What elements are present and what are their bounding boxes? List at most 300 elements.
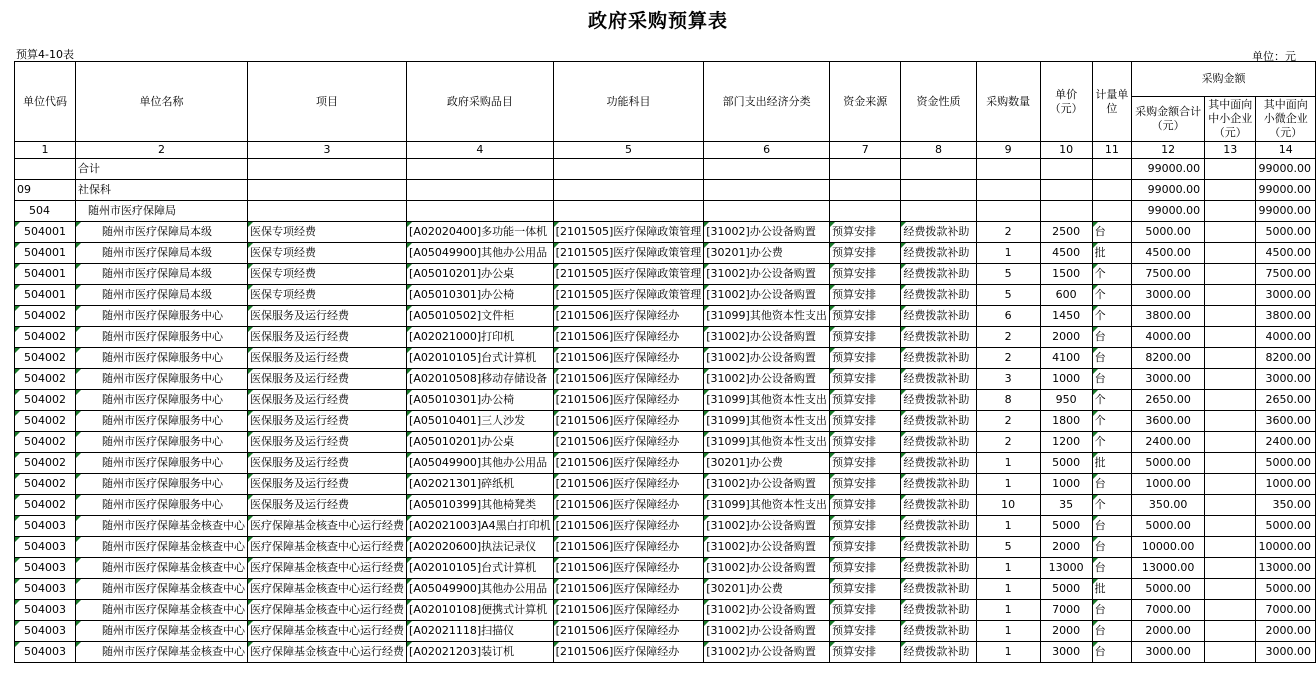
- unit-code-cell: 504001: [15, 243, 76, 264]
- sme-cell: [1205, 537, 1256, 558]
- econ-cell: [31099]其他资本性支出: [704, 495, 830, 516]
- fund-nature-cell: 经费拨款补助: [901, 558, 976, 579]
- function-cell: [2101506]医疗保障经办: [553, 558, 704, 579]
- empty-cell: [407, 159, 554, 180]
- unit-name-cell: 合计: [76, 159, 248, 180]
- project-cell: 医疗保障基金核查中心运行经费: [248, 600, 407, 621]
- project-cell: 医保服务及运行经费: [248, 411, 407, 432]
- column-number: 8: [901, 142, 976, 159]
- micro-cell: 8200.00: [1256, 348, 1316, 369]
- econ-cell: [31002]办公设备购置: [704, 537, 830, 558]
- table-row: [15, 306, 1316, 327]
- econ-cell: [30201]办公费: [704, 243, 830, 264]
- function-cell: [2101506]医疗保障经办: [553, 306, 704, 327]
- unit-name-cell: 随州市医疗保障基金核查中心: [76, 558, 248, 579]
- fund-source-cell: 预算安排: [830, 390, 901, 411]
- project-cell: 医疗保障基金核查中心运行经费: [248, 558, 407, 579]
- unit-name-cell: 随州市医疗保障局: [76, 201, 248, 222]
- project-cell: 医保专项经费: [248, 285, 407, 306]
- function-cell: [2101505]医疗保障政策管理: [553, 285, 704, 306]
- empty-cell: [901, 180, 976, 201]
- price-cell: 1800: [1040, 411, 1092, 432]
- catalog-cell: [A02021118]扫描仪: [407, 621, 554, 642]
- catalog-cell: [A02021301]碎纸机: [407, 474, 554, 495]
- table-row: [15, 222, 1316, 243]
- unit-code-cell: 504003: [15, 621, 76, 642]
- catalog-cell: [A05010201]办公桌: [407, 264, 554, 285]
- table-row: [15, 369, 1316, 390]
- unit-code-cell: 504003: [15, 579, 76, 600]
- unit-name-cell: 随州市医疗保障服务中心: [76, 306, 248, 327]
- table-row: [15, 621, 1316, 642]
- table-row: [15, 264, 1316, 285]
- project-cell: 医疗保障基金核查中心运行经费: [248, 516, 407, 537]
- micro-cell: 4000.00: [1256, 327, 1316, 348]
- amount-total-cell: 99000.00: [1132, 180, 1205, 201]
- measure-cell: 台: [1092, 621, 1131, 642]
- unit-code-cell: 504001: [15, 222, 76, 243]
- catalog-cell: [A05049900]其他办公用品: [407, 453, 554, 474]
- fund-nature-cell: 经费拨款补助: [901, 432, 976, 453]
- fund-nature-cell: 经费拨款补助: [901, 642, 976, 663]
- column-number: 5: [553, 142, 704, 159]
- micro-cell: 5000.00: [1256, 453, 1316, 474]
- empty-cell: [1040, 180, 1092, 201]
- empty-cell: [704, 159, 830, 180]
- empty-cell: [901, 201, 976, 222]
- function-cell: [2101506]医疗保障经办: [553, 453, 704, 474]
- fund-source-cell: 预算安排: [830, 348, 901, 369]
- project-cell: 医保专项经费: [248, 264, 407, 285]
- catalog-cell: [A05010301]办公椅: [407, 390, 554, 411]
- econ-cell: [31002]办公设备购置: [704, 348, 830, 369]
- unit-code-cell: 504002: [15, 474, 76, 495]
- qty-cell: 2: [976, 222, 1040, 243]
- fund-source-cell: 预算安排: [830, 474, 901, 495]
- project-cell: 医保服务及运行经费: [248, 495, 407, 516]
- fund-source-cell: 预算安排: [830, 537, 901, 558]
- qty-cell: 1: [976, 453, 1040, 474]
- amount-total-cell: 4000.00: [1132, 327, 1205, 348]
- column-number: 1: [15, 142, 76, 159]
- micro-cell: 3600.00: [1256, 411, 1316, 432]
- amount-total-cell: 350.00: [1132, 495, 1205, 516]
- sme-cell: [1205, 222, 1256, 243]
- micro-cell: 3800.00: [1256, 306, 1316, 327]
- function-cell: [2101506]医疗保障经办: [553, 432, 704, 453]
- price-cell: 2500: [1040, 222, 1092, 243]
- fund-nature-cell: 经费拨款补助: [901, 411, 976, 432]
- qty-cell: 1: [976, 474, 1040, 495]
- project-cell: 医保服务及运行经费: [248, 369, 407, 390]
- catalog-cell: [A02021000]打印机: [407, 327, 554, 348]
- micro-cell: 3000.00: [1256, 369, 1316, 390]
- measure-cell: 批: [1092, 453, 1131, 474]
- measure-cell: 台: [1092, 600, 1131, 621]
- table-row: [15, 348, 1316, 369]
- amount-total-cell: 2400.00: [1132, 432, 1205, 453]
- catalog-cell: [A02010108]便携式计算机: [407, 600, 554, 621]
- unit-code-cell: 09: [15, 180, 76, 201]
- price-cell: 1000: [1040, 369, 1092, 390]
- price-cell: 7000: [1040, 600, 1092, 621]
- project-cell: 医疗保障基金核查中心运行经费: [248, 642, 407, 663]
- amount-total-cell: 5000.00: [1132, 579, 1205, 600]
- unit-name-cell: 随州市医疗保障基金核查中心: [76, 516, 248, 537]
- unit-code-cell: 504003: [15, 516, 76, 537]
- empty-cell: [976, 159, 1040, 180]
- fund-source-cell: 预算安排: [830, 579, 901, 600]
- amount-total-cell: 1000.00: [1132, 474, 1205, 495]
- function-cell: [2101506]医疗保障经办: [553, 327, 704, 348]
- unit-name-cell: 随州市医疗保障局本级: [76, 264, 248, 285]
- catalog-cell: [A05010399]其他椅凳类: [407, 495, 554, 516]
- header-amount-total: 采购金额合计（元）: [1132, 97, 1205, 142]
- amount-total-cell: 99000.00: [1132, 201, 1205, 222]
- micro-cell: 350.00: [1256, 495, 1316, 516]
- header-unit-name: 单位名称: [76, 62, 248, 142]
- table-row: [15, 390, 1316, 411]
- unit-name-cell: 随州市医疗保障基金核查中心: [76, 642, 248, 663]
- function-cell: [2101506]医疗保障经办: [553, 537, 704, 558]
- measure-cell: 台: [1092, 537, 1131, 558]
- price-cell: 600: [1040, 285, 1092, 306]
- sme-cell: [1205, 180, 1256, 201]
- unit-code-cell: 504002: [15, 369, 76, 390]
- price-cell: 1000: [1040, 474, 1092, 495]
- catalog-cell: [A05010401]三人沙发: [407, 411, 554, 432]
- sme-cell: [1205, 285, 1256, 306]
- project-cell: 医保专项经费: [248, 222, 407, 243]
- measure-cell: 个: [1092, 495, 1131, 516]
- micro-cell: 7500.00: [1256, 264, 1316, 285]
- unit-name-cell: 随州市医疗保障局本级: [76, 243, 248, 264]
- fund-source-cell: 预算安排: [830, 516, 901, 537]
- micro-cell: 99000.00: [1256, 159, 1316, 180]
- catalog-cell: [A05010301]办公椅: [407, 285, 554, 306]
- amount-total-cell: 7000.00: [1132, 600, 1205, 621]
- empty-cell: [1092, 180, 1131, 201]
- price-cell: 5000: [1040, 453, 1092, 474]
- empty-cell: [830, 159, 901, 180]
- empty-cell: [830, 201, 901, 222]
- empty-cell: [1092, 159, 1131, 180]
- sme-cell: [1205, 600, 1256, 621]
- table-row: [15, 453, 1316, 474]
- micro-cell: 2400.00: [1256, 432, 1316, 453]
- measure-cell: 台: [1092, 327, 1131, 348]
- sme-cell: [1205, 348, 1256, 369]
- empty-cell: [248, 159, 407, 180]
- unit-name-cell: 随州市医疗保障服务中心: [76, 327, 248, 348]
- fund-source-cell: 预算安排: [830, 411, 901, 432]
- micro-cell: 7000.00: [1256, 600, 1316, 621]
- measure-cell: 批: [1092, 579, 1131, 600]
- unit-code-cell: 504002: [15, 411, 76, 432]
- empty-cell: [553, 180, 704, 201]
- function-cell: [2101506]医疗保障经办: [553, 474, 704, 495]
- unit-name-cell: 随州市医疗保障服务中心: [76, 390, 248, 411]
- empty-cell: [1092, 201, 1131, 222]
- sme-cell: [1205, 201, 1256, 222]
- unit-code-cell: 504002: [15, 453, 76, 474]
- qty-cell: 2: [976, 348, 1040, 369]
- sme-cell: [1205, 264, 1256, 285]
- price-cell: 1200: [1040, 432, 1092, 453]
- sme-cell: [1205, 474, 1256, 495]
- table-row: [15, 432, 1316, 453]
- unit-code-cell: 504001: [15, 285, 76, 306]
- function-cell: [2101506]医疗保障经办: [553, 369, 704, 390]
- fund-nature-cell: 经费拨款补助: [901, 327, 976, 348]
- sme-cell: [1205, 579, 1256, 600]
- catalog-cell: [A05010502]文件柜: [407, 306, 554, 327]
- column-number: 3: [248, 142, 407, 159]
- unit-code-cell: 504001: [15, 264, 76, 285]
- header-row-1: [15, 62, 1316, 97]
- unit-code-cell: [15, 159, 76, 180]
- unit-name-cell: 社保科: [76, 180, 248, 201]
- fund-source-cell: 预算安排: [830, 558, 901, 579]
- sme-cell: [1205, 411, 1256, 432]
- measure-cell: 台: [1092, 369, 1131, 390]
- price-cell: 35: [1040, 495, 1092, 516]
- measure-cell: 台: [1092, 558, 1131, 579]
- measure-cell: 个: [1092, 411, 1131, 432]
- price-cell: 2000: [1040, 537, 1092, 558]
- project-cell: 医保服务及运行经费: [248, 306, 407, 327]
- summary-row: [15, 159, 1316, 180]
- micro-cell: 1000.00: [1256, 474, 1316, 495]
- catalog-cell: [A05049900]其他办公用品: [407, 579, 554, 600]
- measure-cell: 台: [1092, 348, 1131, 369]
- sme-cell: [1205, 243, 1256, 264]
- unit-label: 单位：元: [1252, 50, 1296, 63]
- micro-cell: 2650.00: [1256, 390, 1316, 411]
- project-cell: 医疗保障基金核查中心运行经费: [248, 537, 407, 558]
- micro-cell: 2000.00: [1256, 621, 1316, 642]
- unit-code-cell: 504003: [15, 537, 76, 558]
- empty-cell: [830, 180, 901, 201]
- sme-cell: [1205, 495, 1256, 516]
- fund-source-cell: 预算安排: [830, 642, 901, 663]
- econ-cell: [31002]办公设备购置: [704, 327, 830, 348]
- catalog-cell: [A02021203]装订机: [407, 642, 554, 663]
- column-number: 12: [1132, 142, 1205, 159]
- sme-cell: [1205, 516, 1256, 537]
- unit-name-cell: 随州市医疗保障服务中心: [76, 432, 248, 453]
- empty-cell: [1040, 201, 1092, 222]
- unit-code-cell: 504002: [15, 432, 76, 453]
- unit-name-cell: 随州市医疗保障基金核查中心: [76, 537, 248, 558]
- header-micro: 其中面向小微企业（元）: [1256, 97, 1316, 142]
- fund-nature-cell: 经费拨款补助: [901, 579, 976, 600]
- sme-cell: [1205, 642, 1256, 663]
- fund-nature-cell: 经费拨款补助: [901, 222, 976, 243]
- function-cell: [2101506]医疗保障经办: [553, 621, 704, 642]
- table-row: [15, 600, 1316, 621]
- fund-source-cell: 预算安排: [830, 369, 901, 390]
- measure-cell: 台: [1092, 516, 1131, 537]
- measure-cell: 个: [1092, 264, 1131, 285]
- fund-nature-cell: 经费拨款补助: [901, 537, 976, 558]
- amount-total-cell: 13000.00: [1132, 558, 1205, 579]
- measure-cell: 台: [1092, 474, 1131, 495]
- project-cell: 医保服务及运行经费: [248, 327, 407, 348]
- column-number: 6: [704, 142, 830, 159]
- sme-cell: [1205, 306, 1256, 327]
- catalog-cell: [A02021003]A4黑白打印机: [407, 516, 554, 537]
- header-fund-nature: 资金性质: [901, 62, 976, 142]
- catalog-cell: [A02010508]移动存储设备: [407, 369, 554, 390]
- function-cell: [2101506]医疗保障经办: [553, 600, 704, 621]
- function-cell: [2101506]医疗保障经办: [553, 411, 704, 432]
- unit-name-cell: 随州市医疗保障局本级: [76, 222, 248, 243]
- empty-cell: [704, 180, 830, 201]
- amount-total-cell: 5000.00: [1132, 453, 1205, 474]
- amount-total-cell: 4500.00: [1132, 243, 1205, 264]
- table-row: [15, 474, 1316, 495]
- unit-code-cell: 504003: [15, 642, 76, 663]
- empty-cell: [248, 201, 407, 222]
- unit-code-cell: 504002: [15, 495, 76, 516]
- fund-nature-cell: 经费拨款补助: [901, 243, 976, 264]
- fund-source-cell: 预算安排: [830, 222, 901, 243]
- table-row: [15, 285, 1316, 306]
- project-cell: 医疗保障基金核查中心运行经费: [248, 579, 407, 600]
- empty-cell: [553, 201, 704, 222]
- sme-cell: [1205, 369, 1256, 390]
- measure-cell: 批: [1092, 243, 1131, 264]
- qty-cell: 5: [976, 264, 1040, 285]
- fund-source-cell: 预算安排: [830, 600, 901, 621]
- column-number: 2: [76, 142, 248, 159]
- qty-cell: 2: [976, 327, 1040, 348]
- measure-cell: 个: [1092, 432, 1131, 453]
- column-number: 13: [1205, 142, 1256, 159]
- price-cell: 4500: [1040, 243, 1092, 264]
- amount-total-cell: 3600.00: [1132, 411, 1205, 432]
- econ-cell: [31002]办公设备购置: [704, 264, 830, 285]
- econ-cell: [31002]办公设备购置: [704, 369, 830, 390]
- fund-source-cell: 预算安排: [830, 327, 901, 348]
- header-price: 单价（元）: [1040, 62, 1092, 142]
- micro-cell: 3000.00: [1256, 642, 1316, 663]
- fund-nature-cell: 经费拨款补助: [901, 516, 976, 537]
- project-cell: 医保服务及运行经费: [248, 348, 407, 369]
- fund-nature-cell: 经费拨款补助: [901, 453, 976, 474]
- fund-nature-cell: 经费拨款补助: [901, 621, 976, 642]
- qty-cell: 10: [976, 495, 1040, 516]
- column-number: 11: [1092, 142, 1131, 159]
- price-cell: 4100: [1040, 348, 1092, 369]
- project-cell: 医保专项经费: [248, 243, 407, 264]
- unit-name-cell: 随州市医疗保障局本级: [76, 285, 248, 306]
- function-cell: [2101505]医疗保障政策管理: [553, 243, 704, 264]
- table-row: [15, 243, 1316, 264]
- econ-cell: [31099]其他资本性支出: [704, 432, 830, 453]
- econ-cell: [31099]其他资本性支出: [704, 411, 830, 432]
- unit-name-cell: 随州市医疗保障服务中心: [76, 474, 248, 495]
- measure-cell: 台: [1092, 642, 1131, 663]
- fund-nature-cell: 经费拨款补助: [901, 348, 976, 369]
- econ-cell: [31002]办公设备购置: [704, 516, 830, 537]
- fund-source-cell: 预算安排: [830, 243, 901, 264]
- header-measure: 计量单位: [1092, 62, 1131, 142]
- fund-nature-cell: 经费拨款补助: [901, 285, 976, 306]
- amount-total-cell: 99000.00: [1132, 159, 1205, 180]
- micro-cell: 5000.00: [1256, 516, 1316, 537]
- price-cell: 1450: [1040, 306, 1092, 327]
- amount-total-cell: 2000.00: [1132, 621, 1205, 642]
- empty-cell: [553, 159, 704, 180]
- function-cell: [2101506]医疗保障经办: [553, 642, 704, 663]
- micro-cell: 3000.00: [1256, 285, 1316, 306]
- micro-cell: 5000.00: [1256, 222, 1316, 243]
- project-cell: 医保服务及运行经费: [248, 453, 407, 474]
- table-code: 预算4-10表: [16, 48, 74, 61]
- table-row: [15, 411, 1316, 432]
- qty-cell: 2: [976, 411, 1040, 432]
- unit-name-cell: 随州市医疗保障服务中心: [76, 411, 248, 432]
- econ-cell: [31099]其他资本性支出: [704, 306, 830, 327]
- price-cell: 13000: [1040, 558, 1092, 579]
- table-row: [15, 579, 1316, 600]
- page-title: 政府采购预算表: [587, 10, 728, 32]
- fund-nature-cell: 经费拨款补助: [901, 390, 976, 411]
- price-cell: 5000: [1040, 516, 1092, 537]
- price-cell: 2000: [1040, 621, 1092, 642]
- sme-cell: [1205, 327, 1256, 348]
- micro-cell: 13000.00: [1256, 558, 1316, 579]
- unit-code-cell: 504002: [15, 390, 76, 411]
- header-amount-group: 采购金额: [1132, 62, 1316, 97]
- function-cell: [2101505]医疗保障政策管理: [553, 264, 704, 285]
- function-cell: [2101505]医疗保障政策管理: [553, 222, 704, 243]
- catalog-cell: [A05010201]办公桌: [407, 432, 554, 453]
- header-sme: 其中面向中小企业（元）: [1205, 97, 1256, 142]
- price-cell: 2000: [1040, 327, 1092, 348]
- unit-name-cell: 随州市医疗保障基金核查中心: [76, 600, 248, 621]
- column-number: 9: [976, 142, 1040, 159]
- function-cell: [2101506]医疗保障经办: [553, 348, 704, 369]
- measure-cell: 个: [1092, 390, 1131, 411]
- fund-source-cell: 预算安排: [830, 285, 901, 306]
- fund-source-cell: 预算安排: [830, 621, 901, 642]
- column-number: 4: [407, 142, 554, 159]
- header-econ: 部门支出经济分类: [704, 62, 830, 142]
- qty-cell: 1: [976, 243, 1040, 264]
- qty-cell: 6: [976, 306, 1040, 327]
- empty-cell: [976, 201, 1040, 222]
- amount-total-cell: 3000.00: [1132, 369, 1205, 390]
- unit-code-cell: 504003: [15, 558, 76, 579]
- unit-name-cell: 随州市医疗保障服务中心: [76, 453, 248, 474]
- qty-cell: 1: [976, 621, 1040, 642]
- catalog-cell: [A05049900]其他办公用品: [407, 243, 554, 264]
- econ-cell: [31002]办公设备购置: [704, 642, 830, 663]
- summary-row: [15, 201, 1316, 222]
- table-row: [15, 495, 1316, 516]
- header-function: 功能科目: [553, 62, 704, 142]
- price-cell: 1500: [1040, 264, 1092, 285]
- qty-cell: 5: [976, 285, 1040, 306]
- unit-code-cell: 504002: [15, 348, 76, 369]
- econ-cell: [30201]办公费: [704, 579, 830, 600]
- qty-cell: 3: [976, 369, 1040, 390]
- column-number: 10: [1040, 142, 1092, 159]
- micro-cell: 99000.00: [1256, 180, 1316, 201]
